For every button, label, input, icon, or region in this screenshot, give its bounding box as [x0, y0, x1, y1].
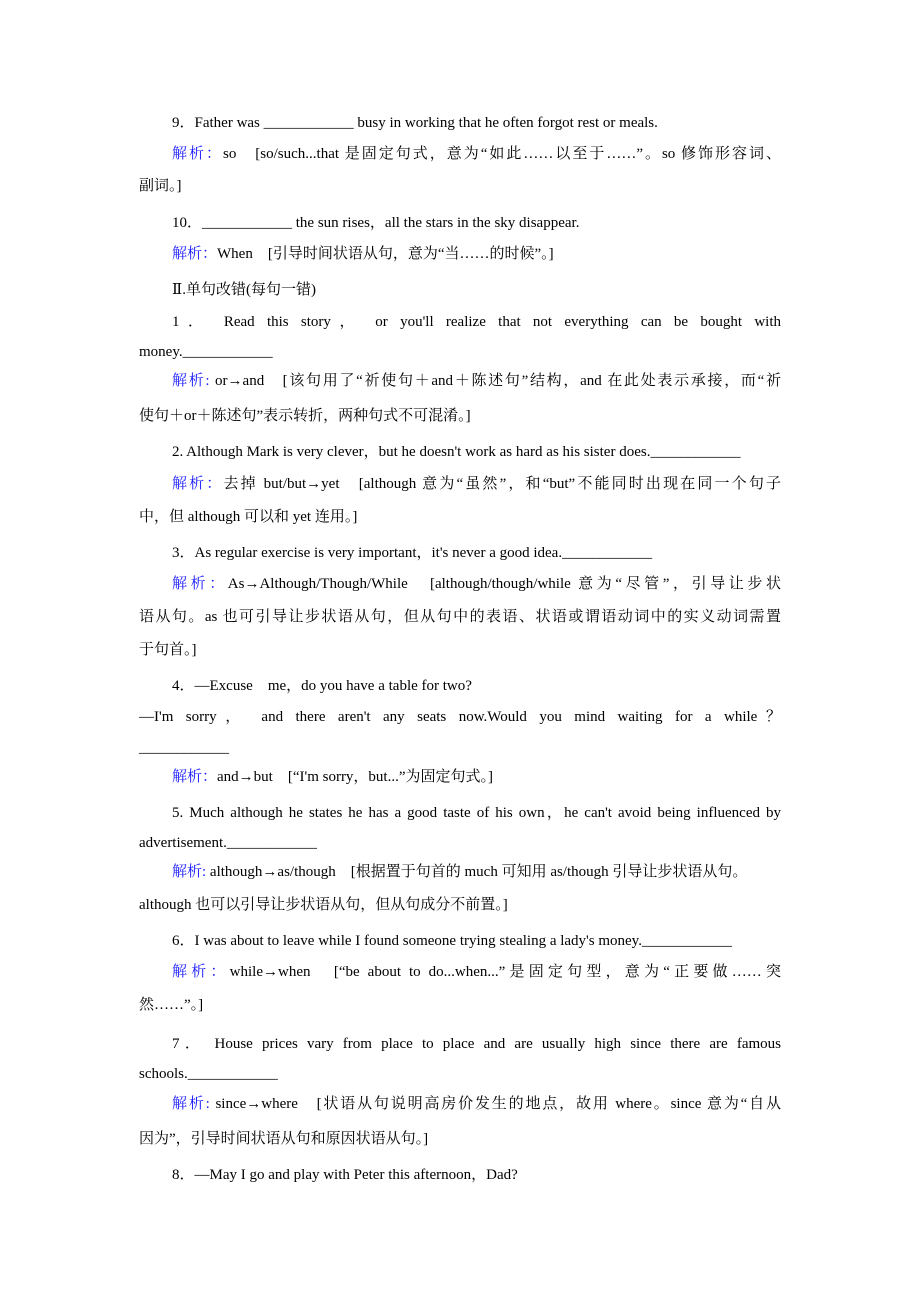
line-text: —I'm sorry， and there aren't any seats now.Would you mind waiting for a while？ — [139, 709, 781, 725]
line-text: although 也可以引导让步状语从句，但从句成分不前置。] — [139, 897, 508, 913]
line-text: 副词。] — [139, 178, 182, 194]
line-text: although→as/though [根据置于句首的 much 可知用 as/though 引导让步状语从句。 — [206, 864, 748, 880]
line-text: 7． House prices vary from place to place and are usually high since there are famous — [172, 1036, 781, 1052]
line-text: As→Although/Though/While [although/though/while 意为“尽管”，引导让步状 — [227, 576, 781, 592]
text-line — [139, 1033, 781, 1055]
line-text: money.____________ — [139, 344, 273, 360]
line-text: 使句＋or＋陈述句”表示转折，两种句式不可混淆。] — [139, 408, 471, 424]
analysis-label: 解析: — [172, 864, 207, 880]
line-text: advertisement.____________ — [139, 835, 317, 851]
text-line — [139, 606, 781, 628]
analysis-label: 解析： — [172, 769, 218, 785]
analysis-line — [139, 243, 781, 265]
line-text: ____________ — [139, 740, 229, 756]
line-text: 去掉 but/but→yet [although 意为“虽然”，和“but”不能同时出现在同一个句子 — [223, 476, 781, 492]
analysis-line — [139, 766, 781, 788]
text-line — [139, 894, 781, 916]
analysis-label: 解析: — [172, 1096, 210, 1112]
text-line — [139, 279, 781, 301]
line-text: 6．I was about to leave while I found someone trying stealing a lady's money.____________ — [172, 933, 732, 949]
line-text: 8．—May I go and play with Peter this afternoon，Dad? — [172, 1167, 518, 1183]
text-line — [139, 737, 781, 759]
text-line — [139, 639, 781, 661]
analysis-label: 解析： — [172, 146, 223, 162]
analysis-line — [139, 370, 781, 392]
line-text: and→but [“I'm sorry，but...”为固定句式。] — [217, 769, 494, 785]
line-text: 5. Much although he states he has a good taste of his own，he can't avoid being influenced by — [172, 805, 781, 821]
text-line — [139, 542, 781, 564]
text-line — [139, 175, 781, 197]
line-text: 2. Although Mark is very clever，but he doesn't work as hard as his sister does.____________ — [172, 444, 741, 460]
text-line — [139, 212, 781, 234]
analysis-line — [139, 961, 781, 983]
line-text: since→where [状语从句说明高房价发生的地点，故用 where。since 意为“自从 — [209, 1096, 781, 1112]
line-text: 中，但 although 可以和 yet 连用。] — [139, 509, 358, 525]
analysis-label: 解析： — [172, 964, 230, 980]
analysis-line — [139, 473, 781, 495]
line-text: 因为”，引导时间状语从句和原因状语从句。] — [139, 1131, 429, 1147]
line-text: 于句首。] — [139, 642, 197, 658]
analysis-label: 解析: — [172, 373, 210, 389]
line-text: so [so/such...that 是固定句式，意为“如此……以至于……”。so 修饰形容词、 — [222, 146, 781, 162]
text-line — [139, 112, 781, 134]
line-text: 9．Father was ____________ busy in working that he often forgot rest or meals. — [172, 115, 658, 131]
line-text: When [引导时间状语从句，意为“当……的时候”。] — [217, 246, 554, 262]
text-line — [139, 1128, 781, 1150]
analysis-line — [139, 861, 781, 883]
line-text: schools.____________ — [139, 1066, 278, 1082]
text-line — [139, 930, 781, 952]
line-text: 3．As regular exercise is very important，it's never a good idea.____________ — [172, 545, 653, 561]
analysis-label: 解析： — [172, 476, 224, 492]
analysis-line — [139, 573, 781, 595]
line-text: 语从句。as 也可引导让步状语从句，但从句中的表语、状语或谓语动词中的实义动词需置 — [139, 609, 781, 625]
text-line — [139, 994, 781, 1016]
text-line — [139, 802, 781, 824]
text-line — [139, 1063, 781, 1085]
line-text: 4．—Excuse me，do you have a table for two? — [172, 678, 472, 694]
text-line — [139, 706, 781, 728]
text-line — [139, 441, 781, 463]
text-line — [139, 675, 781, 697]
text-line — [139, 311, 781, 333]
analysis-line — [139, 143, 781, 165]
text-line — [139, 506, 781, 528]
line-text: 10．____________ the sun rises，all the stars in the sky disappear. — [172, 215, 580, 231]
analysis-label: 解析： — [172, 246, 218, 262]
line-text: 1． Read this story， or you'll realize that not everything can be bought with — [172, 314, 781, 330]
line-text: or→and [该句用了“祈使句＋and＋陈述句”结构，and 在此处表示承接，而“祈 — [209, 373, 781, 389]
line-text: while→when [“be about to do...when...”是固定句型，意为“正要做……突 — [229, 964, 781, 980]
text-line — [139, 832, 781, 854]
text-line — [139, 405, 781, 427]
text-line — [139, 1164, 781, 1186]
analysis-label: 解析： — [172, 576, 228, 592]
line-text: 然……”。] — [139, 997, 204, 1013]
analysis-line — [139, 1093, 781, 1115]
text-line — [139, 341, 781, 363]
line-text: Ⅱ.单句改错(每句一错) — [172, 282, 316, 298]
